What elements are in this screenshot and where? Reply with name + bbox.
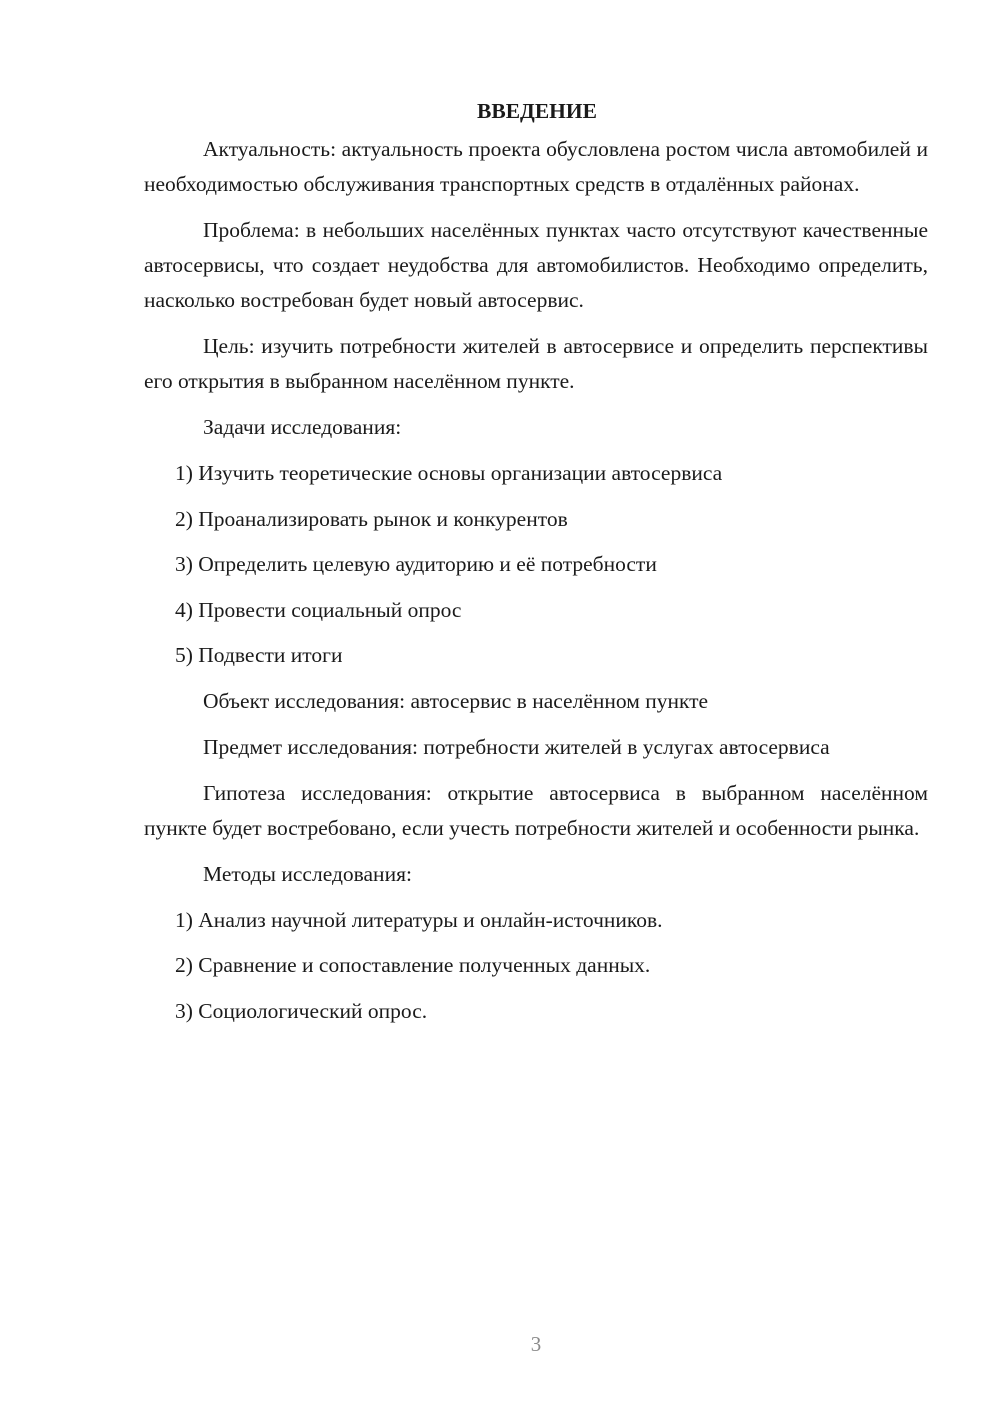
object-paragraph: Объект исследования: автосервис в населённом пункте	[203, 688, 709, 713]
hypothesis-paragraph: Гипотеза исследования: открытие автосервиса в выбранном населённом пункте будет востребовано, если учесть потребности жителей и особенности рынка.	[144, 780, 928, 840]
problem-paragraph: Проблема: в небольших населённых пунктах часто отсутствуют качественные автосервисы, что создает неудобства для автомобилистов. Необходимо определить, насколько востребован будет новый автосервис.	[144, 218, 928, 312]
task-item: 2) Проанализировать рынок и конкурентов	[175, 506, 568, 531]
task-item: 5) Подвести итоги	[175, 643, 343, 667]
method-item: 3) Социологический опрос.	[175, 998, 428, 1023]
task-item: 3) Определить целевую аудиторию и её потребности	[175, 552, 657, 576]
methods-heading: Методы исследования:	[203, 861, 412, 886]
goal-paragraph: Цель: изучить потребности жителей в автосервисе и определить перспективы его открытия в выбранном населённом пункте.	[144, 334, 928, 393]
document-body	[144, 96, 928, 1039]
task-item: 1) Изучить теоретические основы организации автосервиса	[175, 461, 723, 485]
relevance-paragraph: Актуальность: актуальность проекта обусловлена ростом числа автомобилей и необходимостью обслуживания транспортных средств в отдалённых районах.	[144, 137, 928, 196]
subject-paragraph: Предмет исследования: потребности жителей в услугах автосервиса	[203, 734, 830, 759]
methods-list	[144, 903, 928, 1029]
method-item: 1) Анализ научной литературы и онлайн-источников.	[175, 907, 663, 932]
page-number: 3	[530, 1332, 542, 1356]
method-item: 2) Сравнение и сопоставление полученных данных.	[175, 953, 651, 977]
task-item: 4) Провести социальный опрос	[175, 597, 462, 622]
tasks-heading: Задачи исследования:	[203, 415, 402, 439]
tasks-list	[144, 456, 928, 673]
section-title: ВВЕДЕНИЕ	[477, 99, 597, 123]
